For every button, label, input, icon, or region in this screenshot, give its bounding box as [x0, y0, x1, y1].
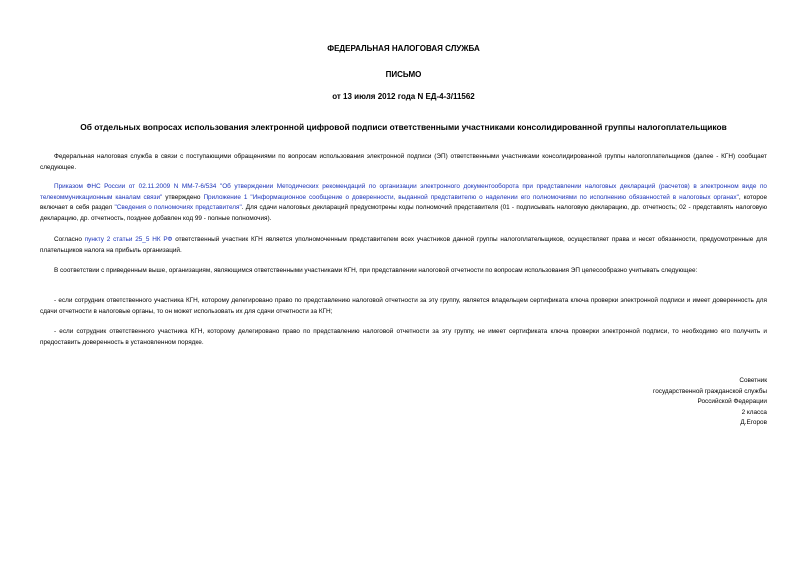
tax-code-link[interactable]: пункту 2 статьи 25_5 НК РФ: [84, 236, 173, 243]
paragraph-recommendation: В соответствии с приведенным выше, организациям, являющимся ответственными участниками КГН, при представлении налоговой отчетности по вопросам использования ЭП целесообразно учитывать следующее:: [54, 267, 698, 274]
signature-position: Советник: [739, 377, 767, 384]
signature-block: [567, 376, 767, 429]
signature-class: 2 класса: [741, 408, 767, 416]
paragraph-case-has-certificate: - если сотрудник ответственного участника КГН, которому делегировано право по представлению налоговой отчетности за эту группу, является владельцем сертификата ключа проверки электронной подписи и имеет доверенность для сдачи отчетности в налоговые органы, то он может использовать их для сдачи отчетности за КГН;: [40, 297, 767, 315]
agency-name: ФЕДЕРАЛЬНАЯ НАЛОГОВАЯ СЛУЖБА: [327, 44, 480, 53]
appendix-link[interactable]: Приложение 1 "Информационное сообщение о доверенности, выданной представителю о наделении его полномочиями по исполнению обязанностей в налоговых органах": [203, 193, 739, 201]
section-link[interactable]: "Сведения о полномочиях представителя": [114, 204, 242, 211]
paragraph-case-no-certificate: - если сотрудник ответственного участника КГН, которому делегировано право по представлению налоговой отчетности за эту группу, не имеет сертификата ключа проверки электронной подписи, то необходимо его получить и предоставить доверенность в установленном порядке.: [40, 328, 767, 346]
signature-country: Российской Федерации: [697, 398, 767, 405]
document-date-number: от 13 июля 2012 года N ЕД-4-3/11562: [332, 92, 475, 101]
paragraph-intro: Федеральная налоговая служба в связи с поступающими обращениями по вопросам использования электронной подписи (ЭП) ответственными участниками консолидированной группы налогоплательщиков (далее - КГН) сообщает следующее.: [40, 153, 767, 171]
signatory-name: Д.Егоров: [740, 419, 767, 426]
document-type: ПИСЬМО: [385, 70, 422, 79]
paragraph-text: , которое включает в себя раздел: [40, 193, 768, 211]
paragraph-text: утверждено: [162, 193, 204, 201]
paragraph-order: [40, 182, 767, 224]
paragraph-text: . Для сдачи налоговых деклараций предусмотрены коды полномочий представителя (01 - подписывать налоговую декларацию, др. отчетность; 02 - представлять налоговую декларацию, др. отчетность, позднее добавлен код 99 - полные полномочия).: [40, 204, 767, 222]
order-link[interactable]: Приказом ФНС России от 02.11.2009 N ММ-7-6/534 "Об утверждении Методических рекомендаций по организации электронного документооборота при представлении налоговых деклараций (расчетов) в электронном виде по телекоммуникационным каналам связи": [40, 183, 767, 201]
paragraph-text: ответственный участник КГН является уполномоченным представителем всех участников данной группы налогоплательщиков, осуществляет права и несет обязанности, предусмотренные для плательщиков налога на прибыль организаций.: [40, 236, 767, 254]
signature-rank: государственной гражданской службы: [653, 387, 767, 395]
paragraph-tax-code: [40, 235, 767, 256]
document-title: Об отдельных вопросах использования электронной цифровой подписи ответственными участниками консолидированной группы налогоплательщиков: [80, 122, 727, 132]
paragraph-text: Согласно: [54, 236, 85, 243]
